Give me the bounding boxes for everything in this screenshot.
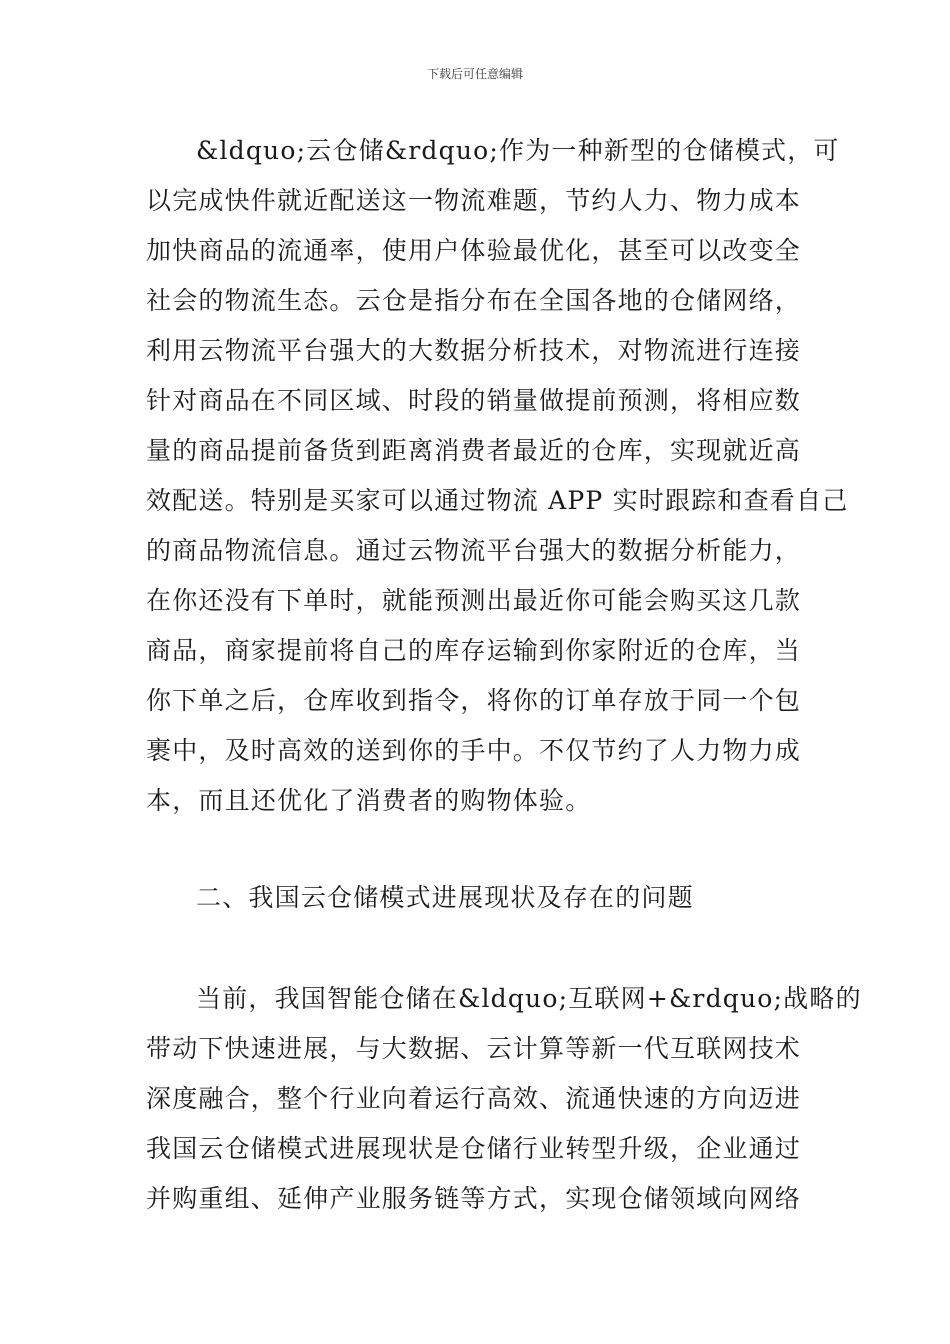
paragraph-line: 深度融合，整个行业向着运行高效、流通快速的方向迈进 [146,1084,802,1113]
paragraph-line: 并购重组、延伸产业服务链等方式，实现仓储领域向网络 [146,1184,802,1213]
paragraph-line: 商品，商家提前将自己的库存运输到你家附近的仓库，当 [146,636,802,665]
paragraph-line: 裹中，及时高效的送到你的手中。不仅节约了人力物力成 [146,736,802,765]
paragraph-line: 以完成快件就近配送这一物流难题，节约人力、物力成本 [146,186,802,215]
paragraph-line: 的商品物流信息。通过云物流平台强大的数据分析能力， [146,536,802,565]
paragraph-line: 你下单之后，仓库收到指令，将你的订单存放于同一个包 [146,686,802,715]
section-heading: 二、我国云仓储模式进展现状及存在的问题 [196,883,694,912]
paragraph-line: 当前，我国智能仓储在&ldquo;互联网+&rdquo;战略的 [196,984,862,1013]
paragraph-line: 在你还没有下单时，就能预测出最近你可能会购买这几款 [146,586,802,615]
paragraph-line: 带动下快速进展，与大数据、云计算等新一代互联网技术 [146,1034,802,1063]
paragraph-line: 针对商品在不同区域、时段的销量做提前预测，将相应数 [146,386,802,415]
page-header: 下载后可任意编辑 [426,67,523,81]
paragraph-line: 我国云仓储模式进展现状是仓储行业转型升级，企业通过 [146,1134,802,1163]
paragraph-line: 量的商品提前备货到距离消费者最近的仓库，实现就近高 [146,436,802,465]
paragraph-line: 本，而且还优化了消费者的购物体验。 [146,786,592,815]
paragraph-line: 效配送。特别是买家可以通过物流 APP 实时跟踪和查看自己 [146,486,849,515]
paragraph-line: 社会的物流生态。云仓是指分布在全国各地的仓储网络， [146,286,802,315]
paragraph-line: 加快商品的流通率，使用户体验最优化，甚至可以改变全 [146,236,802,265]
paragraph-line: &ldquo;云仓储&rdquo;作为一种新型的仓储模式，可 [196,136,840,165]
paragraph-line: 利用云物流平台强大的大数据分析技术，对物流进行连接 [146,336,802,365]
